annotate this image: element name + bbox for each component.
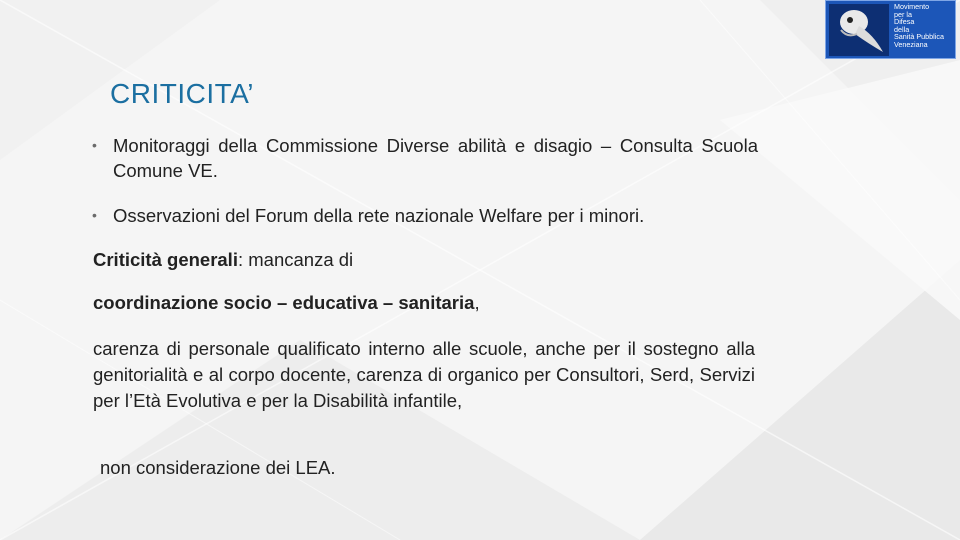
- logo-line: Difesa: [894, 17, 915, 27]
- logo-line: Veneziana: [894, 39, 928, 49]
- organization-logo: [825, 0, 956, 59]
- logo-line: Movimento: [894, 2, 930, 11]
- logo-text: [894, 3, 956, 49]
- logo-line: della: [894, 24, 910, 34]
- logo-line: per la: [894, 9, 912, 19]
- coordination-punct: ,: [474, 292, 480, 313]
- shortage-paragraph: carenza di personale qualificato interno alle scuole, anche per il sostegno alla genitorialità e al corpo docente, carenza di organico per Consultori, Serd, Servizi per l’Età Evolutiva e per la Disabilità infantile,: [93, 338, 755, 411]
- general-criticities-text: : mancanza di: [237, 249, 354, 270]
- lea-paragraph: non considerazione dei LEA.: [100, 457, 336, 478]
- bullet-item: [92, 203, 758, 228]
- bullet-text: Monitoraggi della Commissione Diverse abilità e disagio – Consulta Scuola Comune VE.: [113, 135, 758, 181]
- general-criticities-label: Criticità generali: [93, 249, 238, 270]
- logo-line: Sanità Pubblica: [894, 32, 944, 42]
- bullet-item: [92, 133, 758, 183]
- venetian-mask-icon: [829, 4, 889, 56]
- bullet-text: Osservazioni del Forum della rete nazionale Welfare per i minori.: [113, 205, 645, 226]
- slide-title: CRITICITA’: [110, 78, 254, 109]
- coordination-text: coordinazione socio – educativa – sanitaria: [93, 292, 475, 313]
- coordination-paragraph: [93, 290, 755, 316]
- general-criticities-paragraph: [93, 247, 755, 273]
- bullet-marker: •: [92, 137, 97, 153]
- bullet-marker: •: [92, 207, 97, 223]
